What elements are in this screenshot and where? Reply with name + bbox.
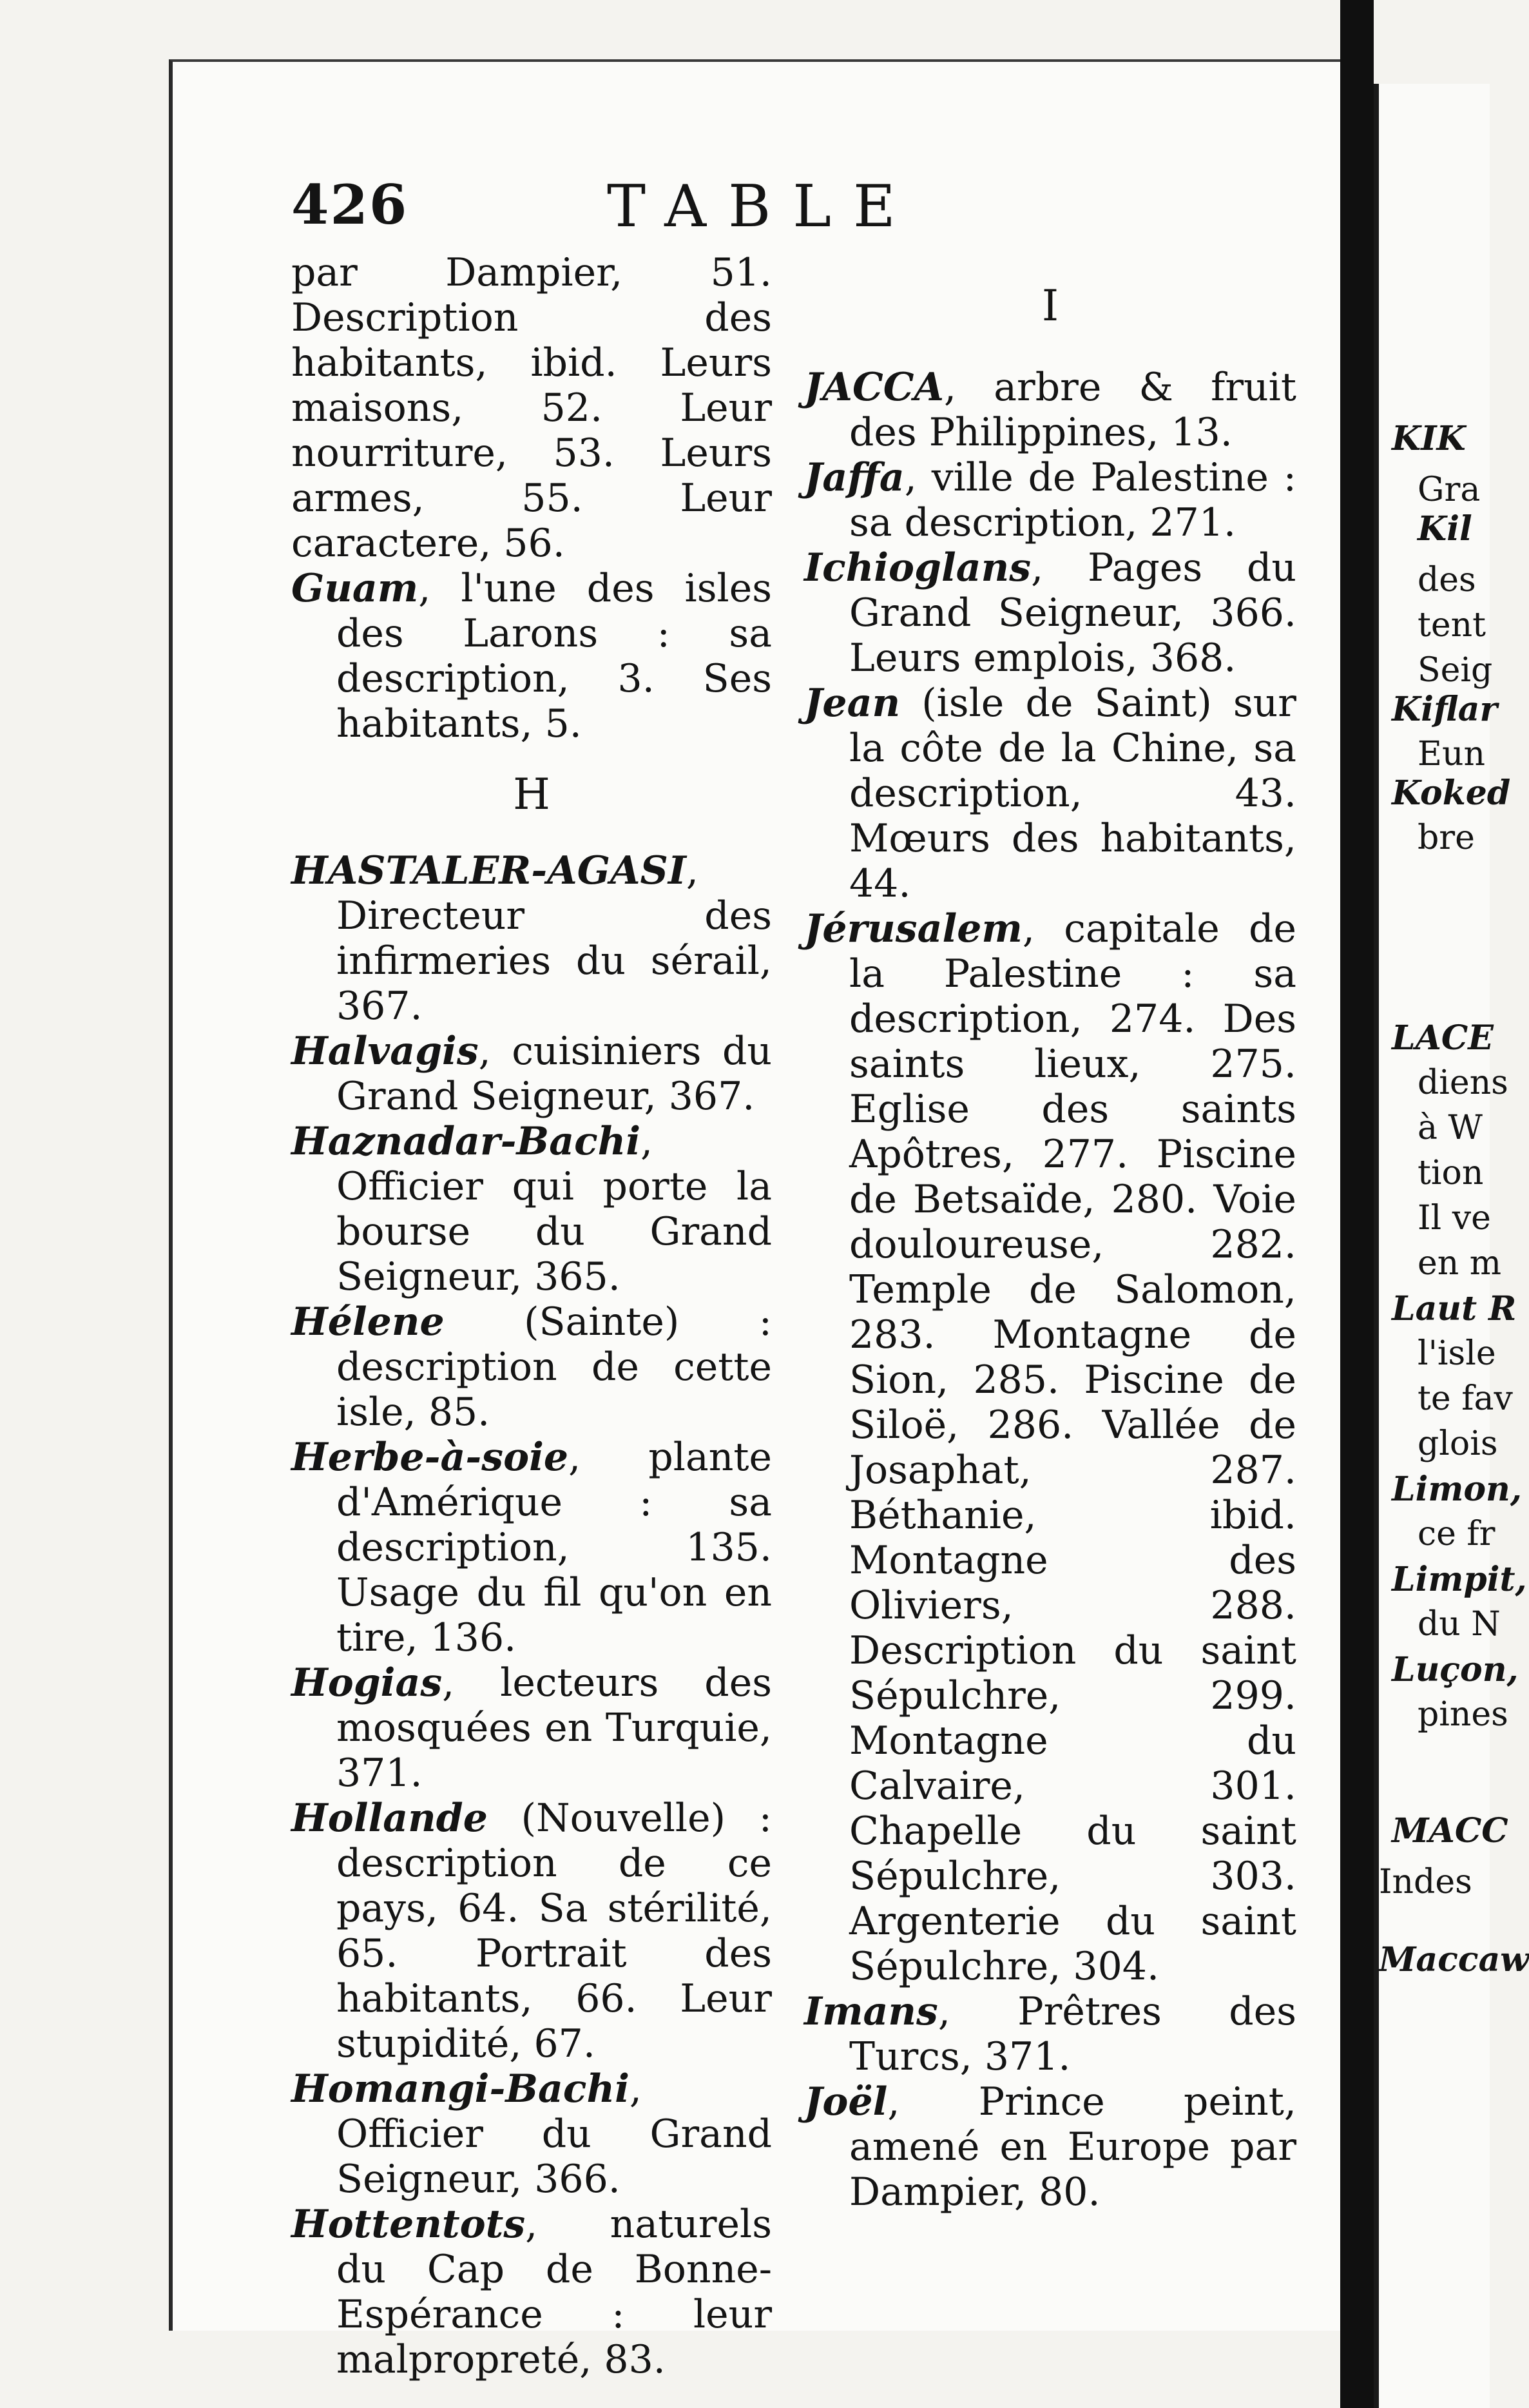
index-entry <box>291 1029 772 1119</box>
entry-headword: Joël <box>804 2079 888 2124</box>
entry-text: , ville de Palestine : sa description, 271. <box>849 455 1296 545</box>
entry-text: , Prince peint, amené en Europe par Dampier, 80. <box>849 2079 1296 2215</box>
entry-headword: Guam <box>291 566 419 611</box>
index-entry <box>291 2202 772 2382</box>
entry-text: , naturels du Cap de Bonne-Espérance : leur malpropreté, 83. <box>336 2202 772 2382</box>
entry-headword: Halvagis <box>291 1029 479 1074</box>
next-page-fragment: bre <box>1418 819 1475 857</box>
entry-text: , l'une des isles des Larons : sa description, 3. Ses habitants, 5. <box>336 566 772 746</box>
index-entry <box>291 848 772 1029</box>
entry-text: (Sainte) : description de cette isle, 85. <box>336 1299 772 1435</box>
entry-text: , arbre & fruit des Philippines, 13. <box>849 365 1296 455</box>
index-entry <box>291 566 772 746</box>
entry-headword: Herbe-à-soie <box>291 1435 569 1480</box>
index-entry <box>291 2066 772 2202</box>
next-page-fragment: tent <box>1418 606 1486 645</box>
entry-headword: Ichioglans <box>804 545 1032 590</box>
index-entry <box>291 1435 772 1660</box>
entry-headword: Hottentots <box>291 2202 526 2247</box>
entry-headword: Imans <box>804 1989 938 2034</box>
entry-headword: Hollande <box>291 1796 488 1841</box>
index-entry <box>291 1299 772 1435</box>
entry-text: (Nouvelle) : description de ce pays, 64. Sa stérilité, 65. Portrait des habitants, 66. Leur stupidité, 67. <box>336 1796 772 2066</box>
index-entry <box>291 1796 772 2066</box>
next-page-fragment: l'isle <box>1418 1334 1496 1373</box>
next-page-fragment: ce fr <box>1418 1515 1495 1553</box>
entry-headword: Hogias <box>291 1660 443 1705</box>
entry-text: , plante d'Amérique : sa description, 135. Usage du fil qu'on en tire, 136. <box>336 1435 772 1660</box>
next-page-fragment: glois <box>1418 1424 1498 1463</box>
next-page-fragment: Gra <box>1418 471 1481 509</box>
index-entry <box>804 906 1296 1989</box>
page-number: 426 <box>291 173 409 237</box>
next-page-fragment: Luçon, <box>1392 1650 1519 1689</box>
entry-headword: JACCA <box>804 365 945 410</box>
entry-text: , Officier du Grand Seigneur, 366. <box>336 2066 772 2202</box>
entry-headword: Haznadar-Bachi <box>291 1119 641 1164</box>
entry-text: , cuisiniers du Grand Seigneur, 367. <box>336 1029 772 1119</box>
entry-text: , capitale de la Palestine : sa description, 274. Des saints lieux, 275. Eglise des saints Apôtres, 277. Piscine de Betsaïde, 280. Voie douloureuse, 282. Temple de Salomon, 283. Montagne de Sion, 285. Piscine de Siloë, 286. Vallée de Josaphat, 287. Béthanie, ibid. Montagne des Oliviers, 288. Description du saint Sépulchre, 299. Montagne du Calvaire, 301. Chapelle du saint Sépulchre, 303. Argenterie du saint Sépulchre, 304. <box>849 906 1296 1989</box>
index-entry <box>291 1660 772 1796</box>
next-page-fragment: en m <box>1418 1244 1502 1283</box>
index-entry <box>804 681 1296 906</box>
next-page-fragment: Seig <box>1418 651 1493 690</box>
next-page-fragment: Kiflar <box>1392 690 1497 729</box>
next-page-edge <box>1374 84 1529 2408</box>
entry-headword: Jean <box>804 681 901 726</box>
next-page-fragment: MACC <box>1392 1811 1508 1850</box>
index-entry <box>804 365 1296 455</box>
next-page-fragment: Il ve <box>1418 1199 1491 1238</box>
left-column <box>291 250 772 2382</box>
next-page-fragment: Indes <box>1379 1863 1472 1901</box>
next-page-fragment: te fav <box>1418 1379 1513 1418</box>
next-page-fragment: Laut R <box>1392 1289 1517 1328</box>
next-page-fragment: Kil <box>1418 509 1472 549</box>
continuation-entry: par Dampier, 51. Description des habitants, ibid. Leurs maisons, 52. Leur nourriture, 53. Leurs armes, 55. Leur caractere, 56. <box>291 250 772 566</box>
entry-text: , Prêtres des Turcs, 371. <box>849 1989 1296 2079</box>
entry-headword: HASTALER-AGASI <box>291 848 686 893</box>
next-page-fragment: des <box>1418 561 1476 599</box>
section-letter: H <box>513 770 550 819</box>
next-page-fragment: Limon, <box>1392 1470 1522 1509</box>
right-column <box>804 250 1296 2215</box>
next-page-fragment: Koked <box>1392 773 1511 813</box>
index-entry <box>291 1119 772 1299</box>
next-page-fragment: Maccaw <box>1379 1940 1529 1979</box>
entry-text: (isle de Saint) sur la côte de la Chine, sa description, 43. Mœurs des habitants, 44. <box>849 681 1296 906</box>
entry-headword: Homangi-Bachi <box>291 2066 630 2112</box>
next-page-fragment: KIK <box>1392 419 1466 458</box>
page-gutter <box>1340 0 1374 2408</box>
entry-headword: Hélene <box>291 1299 445 1345</box>
page-header <box>291 173 1296 244</box>
entry-headword: Jaffa <box>804 455 905 500</box>
next-page-fragment: du N <box>1418 1605 1501 1644</box>
section-letter: I <box>1041 281 1059 331</box>
next-page-fragment: Eun <box>1418 735 1485 773</box>
entry-text: , Directeur des infirmeries du sérail, 367. <box>336 848 772 1029</box>
next-page-fragment: diens <box>1418 1063 1508 1102</box>
next-page-fragment: pines <box>1418 1695 1508 1734</box>
index-entry <box>804 1989 1296 2079</box>
next-page-fragment: LACE <box>1392 1018 1494 1058</box>
next-page-fragment: tion <box>1418 1154 1484 1192</box>
entry-text: , Officier qui porte la bourse du Grand Seigneur, 365. <box>336 1119 772 1299</box>
entry-headword: Jérusalem <box>804 906 1023 951</box>
index-entry <box>804 545 1296 681</box>
entry-text: , lecteurs des mosquées en Turquie, 371. <box>336 1660 772 1796</box>
entry-text: , Pages du Grand Seigneur, 366. Leurs emplois, 368. <box>849 545 1296 681</box>
index-entry <box>804 455 1296 545</box>
running-head: TABLE <box>607 173 918 240</box>
next-page-fragment: Limpit, <box>1392 1560 1527 1599</box>
index-entry <box>804 2079 1296 2215</box>
next-page-fragment: à W <box>1418 1109 1483 1147</box>
